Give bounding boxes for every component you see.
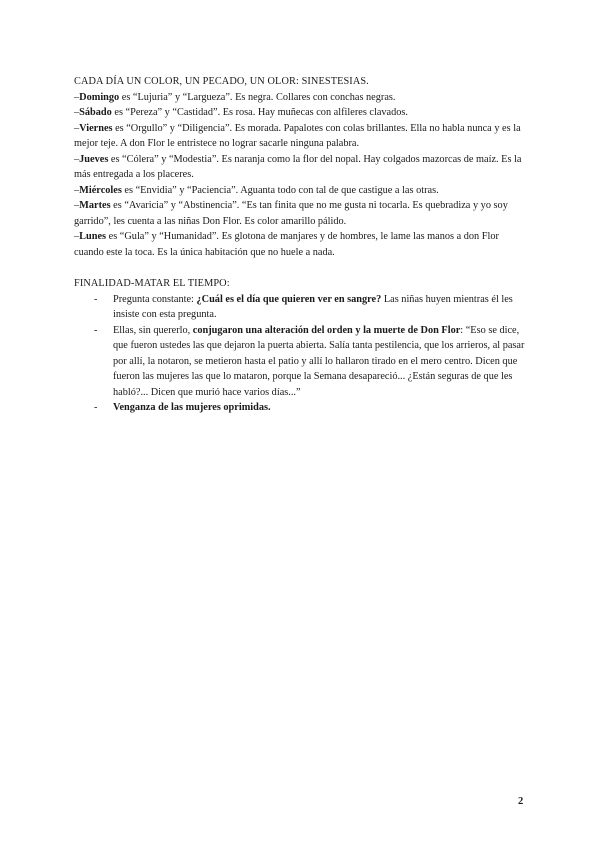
entry-dash: – bbox=[74, 122, 80, 134]
bullet-text: Ellas, sin quererlo, bbox=[113, 324, 193, 336]
bullet-bold-text: Venganza de las mujeres oprimidas. bbox=[113, 402, 271, 413]
day-name: Lunes bbox=[79, 231, 107, 242]
day-entry bbox=[74, 105, 528, 121]
day-description: es “Gula” y “Humanidad”. Es glotona de manjares y de hombres, le lame las manos a don Flor cuando este la toca. Es la única habitación que no huele a nada. bbox=[74, 231, 499, 258]
day-entry bbox=[74, 152, 528, 183]
day-entry bbox=[74, 183, 528, 199]
day-description: es “Orgullo” y “Diligencia”. Es morada. Papalotes con colas brillantes. Ella no habla nunca y es la mejor teje. A don Flor le entristece no lograr sacarle ninguna palabra. bbox=[74, 122, 521, 149]
section-heading-sinestesias: CADA DÍA UN COLOR, UN PECADO, UN OLOR: SINESTESIAS. bbox=[74, 76, 369, 87]
bullet-marker: - bbox=[94, 324, 98, 336]
bullet-item bbox=[94, 400, 528, 416]
day-description: es “Cólera” y “Modestia”. Es naranja como la flor del nopal. Hay colgados mazorcas de maíz. Es la más entregada a los placeres. bbox=[74, 153, 522, 180]
entry-dash: – bbox=[74, 231, 80, 242]
bullet-text: Las niñas huyen mientras él les insiste con esta pregunta. bbox=[113, 293, 513, 320]
day-name: Martes bbox=[79, 200, 111, 211]
bullet-bold-text: ¿Cuál es el día que quieren ver en sangre? bbox=[196, 293, 382, 305]
section-heading-finalidad: FINALIDAD-MATAR EL TIEMPO: bbox=[74, 278, 230, 289]
day-name: Sábado bbox=[79, 107, 112, 118]
section-spacer bbox=[74, 260, 528, 276]
bullet-marker: - bbox=[94, 293, 98, 305]
day-entry bbox=[74, 90, 528, 106]
entry-dash: – bbox=[74, 91, 80, 103]
entry-dash: – bbox=[74, 153, 80, 165]
day-entry bbox=[74, 198, 528, 229]
days-list bbox=[74, 90, 528, 261]
entry-dash: – bbox=[74, 200, 80, 211]
day-description: es “Avaricia” y “Abstinencia”. “Es tan finita que no me gusta ni tocarla. Es quebradiza y yo soy garrido”, les cuenta a las niñas Don Flor. Es color amarillo pálido. bbox=[74, 200, 508, 227]
entry-dash: – bbox=[74, 107, 80, 118]
day-description: es “Envidia” y “Paciencia”. Aguanta todo con tal de que castigue a las otras. bbox=[121, 184, 439, 196]
bullet-item bbox=[94, 323, 528, 401]
bullet-text: : “Eso se dice, que fueron ustedes las que dejaron la puerta abierta. Salía tanta pestilencia, que los arrieros, al pasar por allí, la notaron, se metieron hasta el patio y allí lo hallaron tirado en el mero centro. Dicen que fueron las mujeres las que lo mataron, porque la Semana desapareció... ¿Están seguras de que les habló?... Dicen que murió hace varios días...” bbox=[113, 324, 525, 398]
day-entry bbox=[74, 229, 528, 260]
document-body bbox=[74, 74, 528, 416]
day-description: es “Lujuria” y “Largueza”. Es negra. Collares con conchas negras. bbox=[119, 91, 396, 103]
entry-dash: – bbox=[74, 184, 80, 196]
day-description: es “Pereza” y “Castidad”. Es rosa. Hay muñecas con alfileres clavados. bbox=[111, 107, 408, 118]
bullet-text: Pregunta constante: bbox=[113, 293, 197, 305]
day-name: Domingo bbox=[79, 91, 120, 103]
day-entry bbox=[74, 121, 528, 152]
day-name: Miércoles bbox=[79, 184, 122, 196]
bullet-list bbox=[74, 292, 528, 416]
bullet-marker: - bbox=[94, 402, 98, 413]
page-number: 2 bbox=[518, 796, 524, 807]
day-name: Jueves bbox=[79, 153, 109, 165]
bullet-item bbox=[94, 292, 528, 323]
bullet-bold-text: conjugaron una alteración del orden y la muerte de Don Flor bbox=[192, 324, 461, 336]
day-name: Viernes bbox=[79, 122, 113, 134]
